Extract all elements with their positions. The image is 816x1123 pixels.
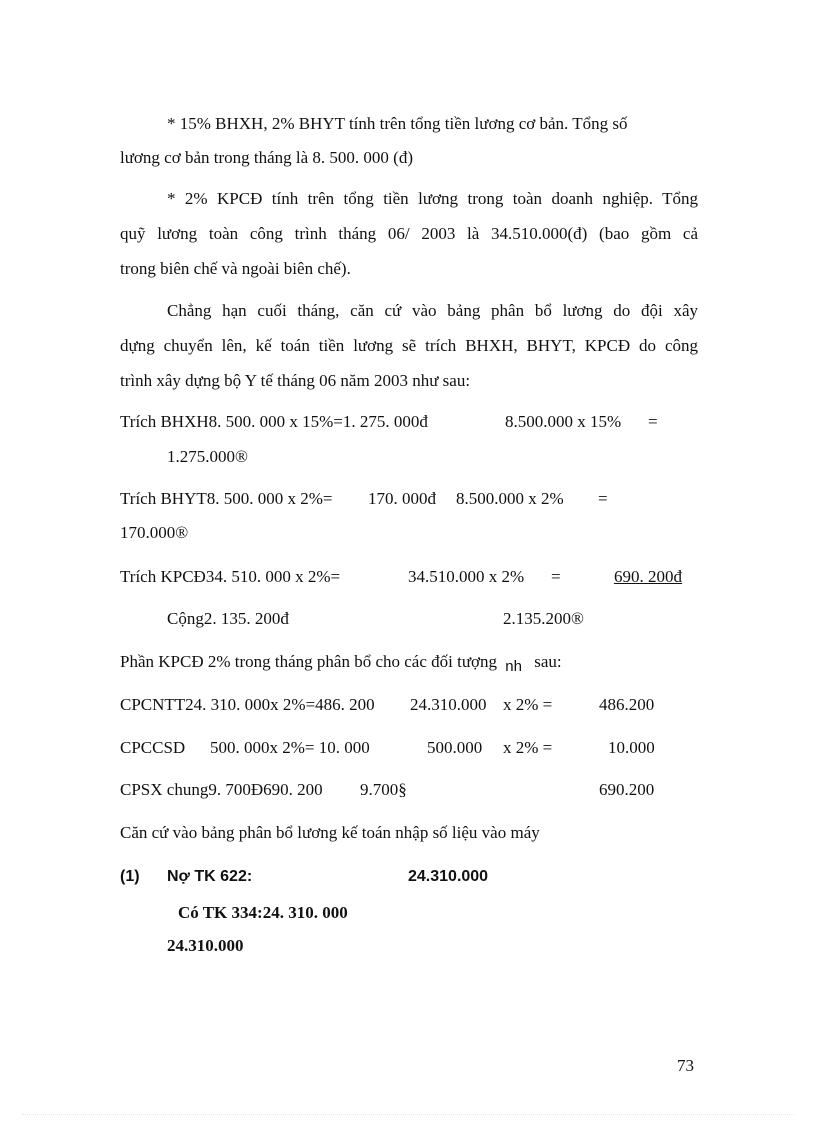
trich-bhyt-equals: = [598,489,608,508]
no-tk-amount: 24.310.000 [408,868,489,885]
cpccsd-base: 500.000 [427,738,483,757]
cpcntt-result: 486.200 [599,695,655,714]
trich-bhyt-amount: 170. 000đ [368,489,436,508]
cong-formula: Cộng2. 135. 200đ [167,609,289,628]
paragraph-1-line-1: * 15% BHXH, 2% BHYT tính trên tổng tiền lương cơ bản. Tổng số [167,114,628,133]
paragraph-3-line-3: trình xây dựng bộ Y tế tháng 06 năm 2003 như sau: [120,371,471,390]
trich-bhxh-calc: 8.500.000 x 15% [505,412,622,431]
trich-kpcd-equals: = [551,567,561,586]
cpcntt-pct: x 2% = [503,695,553,714]
trich-bhxh-formula: Trích BHXH8. 500. 000 x 15%=1. 275. 000đ [120,412,428,431]
no-tk-label: Nợ TK 622: [167,868,253,885]
trich-kpcd-formula: Trích KPCĐ34. 510. 000 x 2%= [120,567,341,586]
paragraph-2-line-1: * 2% KPCĐ tính trên tổng tiền lương trong toàn doanh nghiệp. Tổng [167,189,698,208]
page-number: 73 [677,1056,694,1075]
cpccsd-pct: x 2% = [503,738,553,757]
cpsx-chung-result: 690.200 [599,780,655,799]
trich-bhxh-result: 1.275.000® [167,447,248,466]
cpccsd-label: CPCCSD [120,738,186,757]
nhap-lieu-intro: Căn cứ vào bảng phân bổ lương kế toán nhập số liệu vào máy [120,823,540,842]
co-tk-amount: 24.310.000 [167,936,244,955]
trich-bhyt-result: 170.000® [120,523,189,542]
trich-bhxh-equals: = [648,412,658,431]
trich-kpcd-calc: 34.510.000 x 2% [408,567,525,586]
cpcntt-formula: CPCNTT24. 310. 000x 2%=486. 200 [120,695,375,714]
trich-kpcd-result: 690. 200đ [614,567,682,586]
paragraph-3-line-1: Chẳng hạn cuối tháng, căn cứ vào bảng phân bổ lương do đội xây [167,301,698,320]
cpsx-chung-base: 9.700§ [360,780,407,799]
trich-bhyt-calc: 8.500.000 x 2% [456,489,564,508]
entry-number: (1) [120,868,140,885]
co-tk-formula: Có TK 334:24. 310. 000 [178,903,348,922]
paragraph-3-line-2: dựng chuyển lên, kế toán tiền lương sẽ trích BHXH, BHYT, KPCĐ do công [120,336,698,355]
phan-bo-intro-b: sau: [534,652,562,671]
cpccsd-formula: 500. 000x 2%= 10. 000 [210,738,370,757]
phan-bo-intro-nh: nh [505,658,522,675]
cpccsd-result: 10.000 [608,738,655,757]
cpcntt-base: 24.310.000 [410,695,487,714]
phan-bo-intro [120,651,562,674]
cpsx-chung-formula: CPSX chung9. 700Đ690. 200 [120,780,323,799]
cong-result: 2.135.200® [503,609,584,628]
paragraph-1-line-2: lương cơ bản trong tháng là 8. 500. 000 (đ) [120,148,414,167]
paragraph-2-line-3: trong biên chế và ngoài biên chế). [120,259,351,278]
page-border [22,8,794,1115]
paragraph-2-line-2: quỹ lương toàn công trình tháng 06/ 2003 là 34.510.000(đ) (bao gồm cả [120,224,698,243]
trich-bhyt-formula: Trích BHYT8. 500. 000 x 2%= [120,489,333,508]
phan-bo-intro-a: Phần KPCĐ 2% trong tháng phân bổ cho các đối tượng [120,652,498,671]
